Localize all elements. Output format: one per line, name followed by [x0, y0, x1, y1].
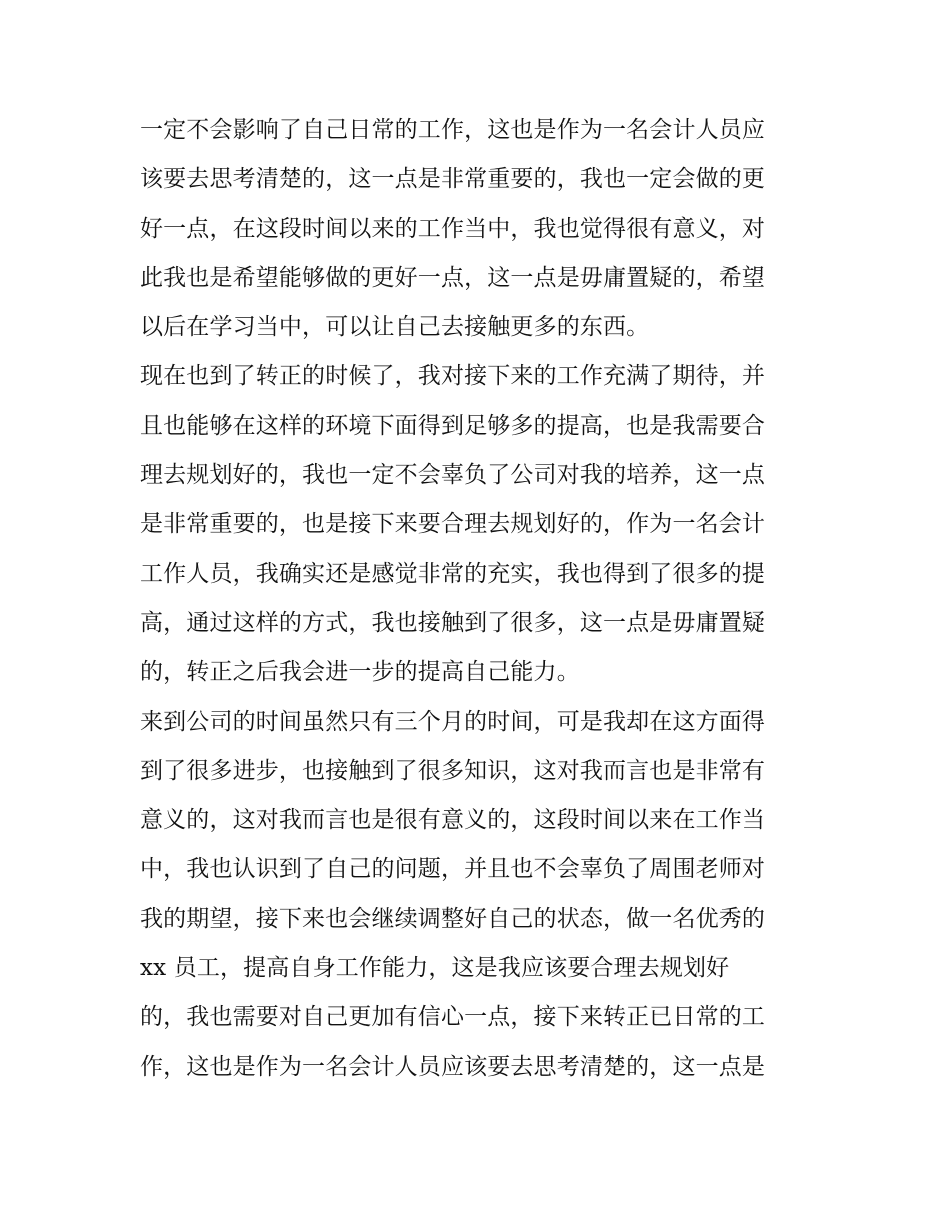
text-line: 此我也是希望能够做的更好一点，这一点是毋庸置疑的，希望 — [140, 264, 766, 291]
text-line: 该要去思考清楚的，这一点是非常重要的，我也一定会做的更 — [140, 166, 766, 193]
text-line: 来到公司的时间虽然只有三个月的时间，可是我却在这方面得 — [140, 708, 766, 735]
text-line: 意义的，这对我而言也是很有意义的，这段时间以来在工作当 — [140, 807, 766, 834]
text-line: 到了很多进步，也接触到了很多知识，这对我而言也是非常有 — [140, 757, 766, 784]
text-line: 我的期望，接下来也会继续调整好自己的状态，做一名优秀的 — [140, 905, 766, 932]
text-line: 是非常重要的，也是接下来要合理去规划好的，作为一名会计 — [140, 511, 766, 538]
text-line: 高，通过这样的方式，我也接触到了很多，这一点是毋庸置疑 — [140, 609, 766, 636]
text-line: xx 员工，提高自身工作能力，这是我应该要合理去规划好 — [140, 955, 730, 982]
text-line: 现在也到了转正的时候了，我对接下来的工作充满了期待，并 — [140, 363, 766, 390]
text-line: 理去规划好的，我也一定不会辜负了公司对我的培养，这一点 — [140, 462, 766, 489]
text-line: 作，这也是作为一名会计人员应该要去思考清楚的，这一点是 — [140, 1053, 766, 1080]
text-line: 且也能够在这样的环境下面得到足够多的提高，也是我需要合 — [140, 412, 766, 439]
text-line: 的，转正之后我会进一步的提高自己能力。 — [140, 659, 580, 686]
text-line: 工作人员，我确实还是感觉非常的充实，我也得到了很多的提 — [140, 560, 766, 587]
text-line: 的，我也需要对自己更加有信心一点，接下来转正已日常的工 — [140, 1004, 766, 1031]
text-line: 以后在学习当中，可以让自己去接触更多的东西。 — [140, 314, 650, 341]
text-line: 中，我也认识到了自己的问题，并且也不会辜负了周围老师对 — [140, 856, 766, 883]
text-line: 好一点，在这段时间以来的工作当中，我也觉得很有意义，对 — [140, 215, 766, 242]
text-line: 一定不会影响了自己日常的工作，这也是作为一名会计人员应 — [140, 117, 766, 143]
document-body — [140, 106, 812, 1092]
